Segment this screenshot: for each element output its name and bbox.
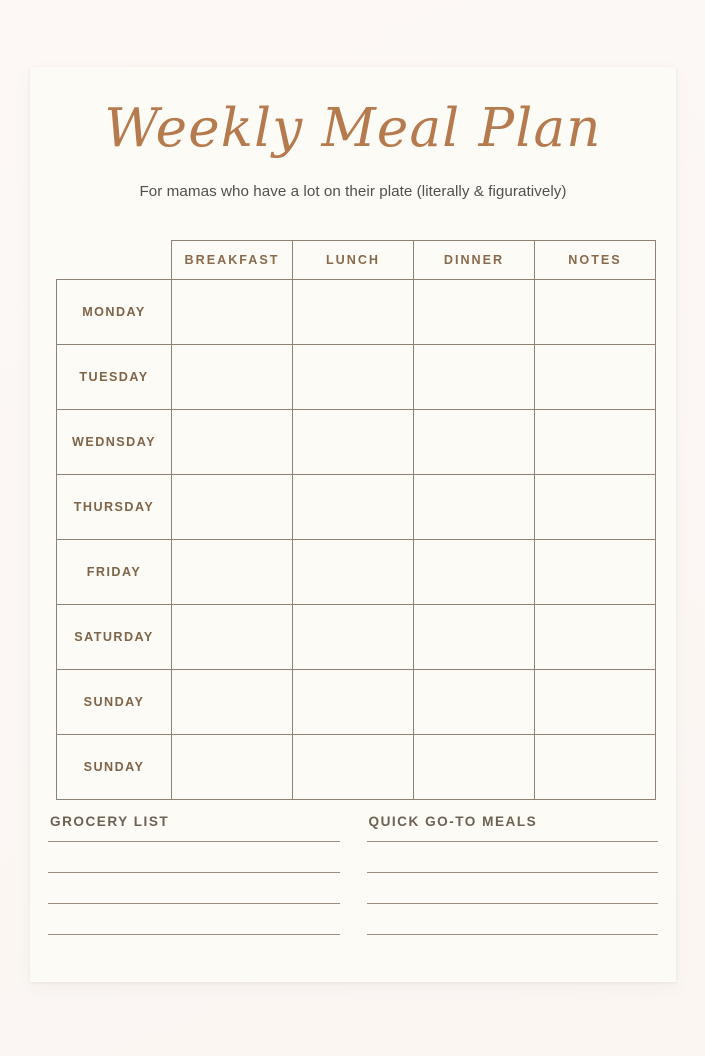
weekly-planner-table xyxy=(56,240,655,800)
cell-monday-notes[interactable] xyxy=(535,280,656,345)
cell-saturday-lunch[interactable] xyxy=(293,605,414,670)
cell-sunday-breakfast[interactable] xyxy=(172,670,293,735)
grocery-list-line-2[interactable] xyxy=(48,872,340,873)
cell-thursday-dinner[interactable] xyxy=(414,475,535,540)
grocery-list-line-4[interactable] xyxy=(48,934,340,935)
meal-planner-page xyxy=(30,67,676,982)
cell-friday-breakfast[interactable] xyxy=(172,540,293,605)
day-label-sunday-duplicate: SUNDAY xyxy=(57,735,172,800)
day-label-wednesday: WEDNSDAY xyxy=(57,410,172,475)
table-row xyxy=(57,540,656,605)
table-row xyxy=(57,410,656,475)
cell-tuesday-dinner[interactable] xyxy=(414,345,535,410)
cell-tuesday-notes[interactable] xyxy=(535,345,656,410)
cell-thursday-breakfast[interactable] xyxy=(172,475,293,540)
grocery-list-section xyxy=(48,814,340,935)
cell-wednesday-dinner[interactable] xyxy=(414,410,535,475)
day-label-sunday: SUNDAY xyxy=(57,670,172,735)
day-label-tuesday: TUESDAY xyxy=(57,345,172,410)
grocery-list-title: GROCERY LIST xyxy=(50,814,170,829)
quick-meals-line-4[interactable] xyxy=(367,934,659,935)
cell-sunday-notes[interactable] xyxy=(535,670,656,735)
quick-meals-title: QUICK GO-TO MEALS xyxy=(368,814,538,829)
cell-sunday-duplicate-lunch[interactable] xyxy=(293,735,414,800)
cell-saturday-dinner[interactable] xyxy=(414,605,535,670)
cell-saturday-notes[interactable] xyxy=(535,605,656,670)
table-row xyxy=(57,670,656,735)
table-row xyxy=(57,475,656,540)
cell-tuesday-lunch[interactable] xyxy=(293,345,414,410)
cell-friday-lunch[interactable] xyxy=(293,540,414,605)
table-row xyxy=(57,280,656,345)
table-row xyxy=(57,605,656,670)
cell-thursday-notes[interactable] xyxy=(535,475,656,540)
cell-saturday-breakfast[interactable] xyxy=(172,605,293,670)
day-label-thursday: THURSDAY xyxy=(57,475,172,540)
cell-monday-breakfast[interactable] xyxy=(172,280,293,345)
cell-sunday-dinner[interactable] xyxy=(414,670,535,735)
day-label-monday: MONDAY xyxy=(57,280,172,345)
quick-meals-section xyxy=(367,814,659,935)
day-label-friday: FRIDAY xyxy=(57,540,172,605)
cell-sunday-duplicate-dinner[interactable] xyxy=(414,735,535,800)
page-title: Weekly Meal Plan xyxy=(104,98,602,159)
bottom-sections xyxy=(48,814,658,935)
table-row xyxy=(57,735,656,800)
cell-monday-dinner[interactable] xyxy=(414,280,535,345)
quick-meals-line-1[interactable] xyxy=(367,841,659,842)
column-header-breakfast: BREAKFAST xyxy=(172,241,293,280)
cell-monday-lunch[interactable] xyxy=(293,280,414,345)
quick-meals-line-3[interactable] xyxy=(367,903,659,904)
cell-wednesday-notes[interactable] xyxy=(535,410,656,475)
cell-friday-dinner[interactable] xyxy=(414,540,535,605)
column-header-dinner: DINNER xyxy=(414,241,535,280)
day-label-saturday: SATURDAY xyxy=(57,605,172,670)
column-header-notes: NOTES xyxy=(535,241,656,280)
cell-friday-notes[interactable] xyxy=(535,540,656,605)
table-row xyxy=(57,345,656,410)
table-corner-cell xyxy=(57,241,172,280)
cell-sunday-lunch[interactable] xyxy=(293,670,414,735)
cell-sunday-duplicate-breakfast[interactable] xyxy=(172,735,293,800)
grocery-list-line-1[interactable] xyxy=(48,841,340,842)
cell-thursday-lunch[interactable] xyxy=(293,475,414,540)
quick-meals-line-2[interactable] xyxy=(367,872,659,873)
cell-tuesday-breakfast[interactable] xyxy=(172,345,293,410)
table-header-row xyxy=(57,241,656,280)
cell-wednesday-breakfast[interactable] xyxy=(172,410,293,475)
cell-wednesday-lunch[interactable] xyxy=(293,410,414,475)
page-subtitle: For mamas who have a lot on their plate (literally & figuratively) xyxy=(139,183,567,200)
grocery-list-line-3[interactable] xyxy=(48,903,340,904)
cell-sunday-duplicate-notes[interactable] xyxy=(535,735,656,800)
column-header-lunch: LUNCH xyxy=(293,241,414,280)
